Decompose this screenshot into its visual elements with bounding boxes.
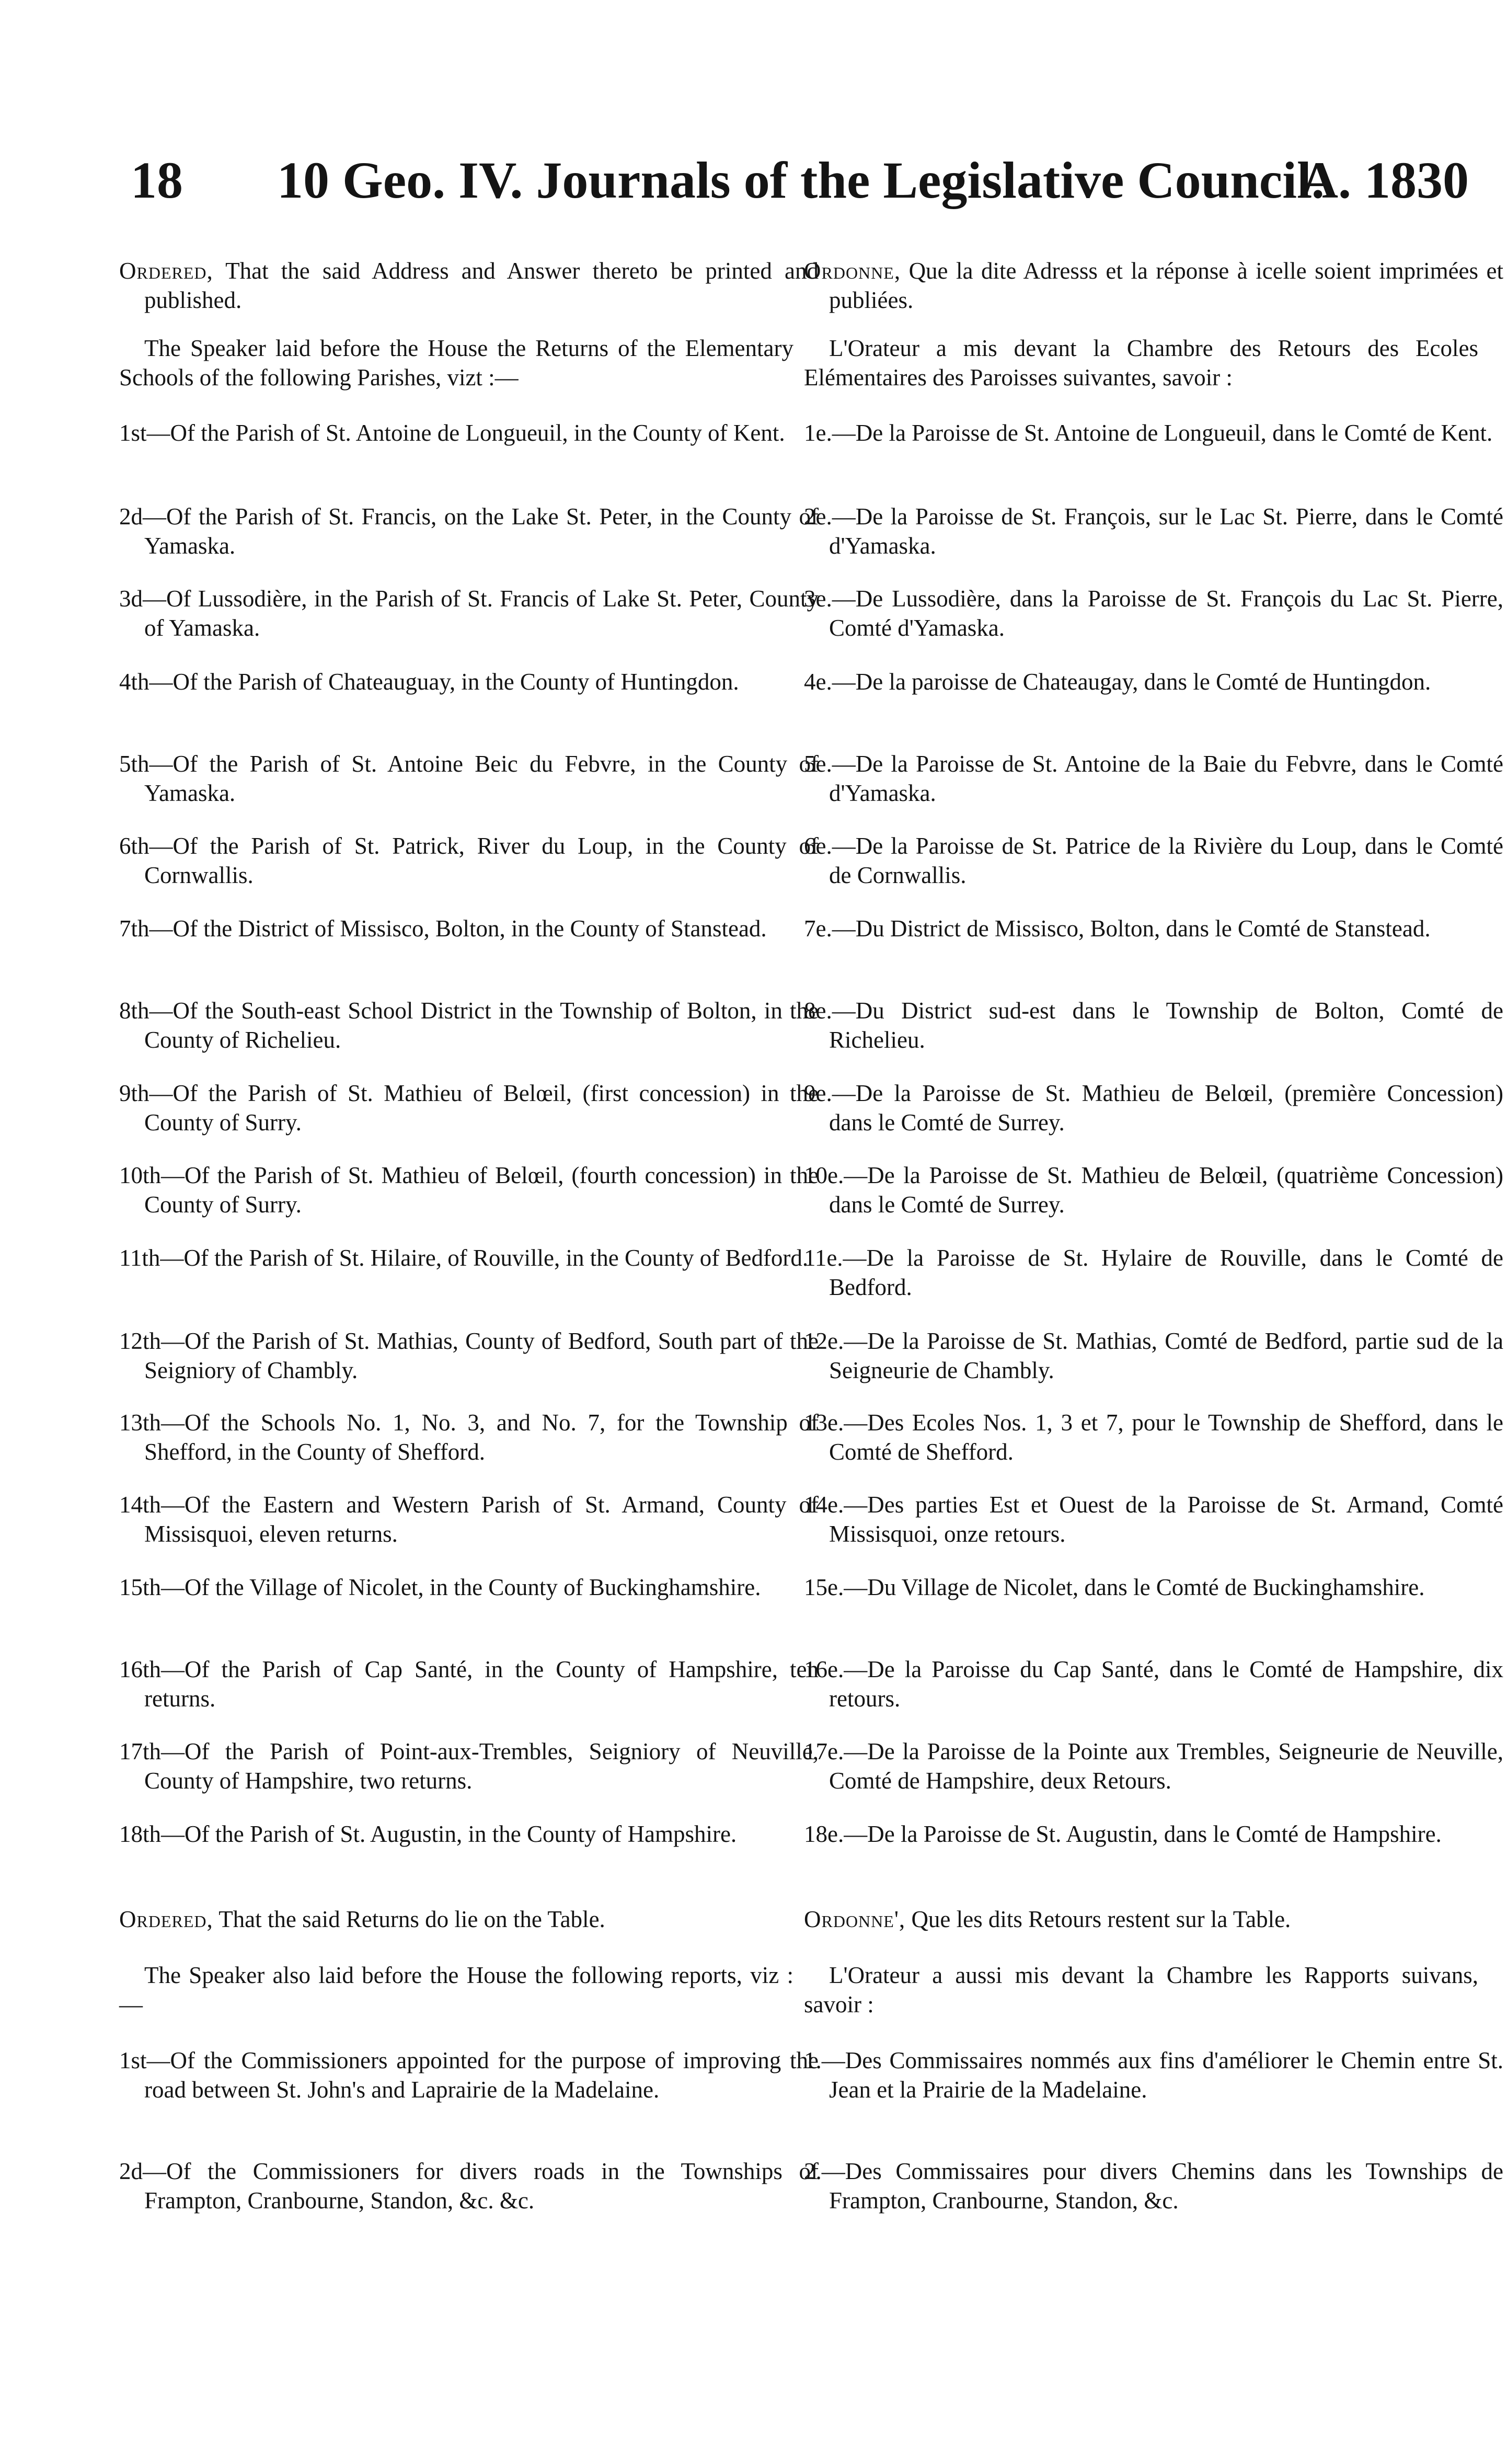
retour-item: 17e.—De la Paroisse de la Pointe aux Trembles, Seigneurie de Neuville, Comté de Hampshire, deux Retours. bbox=[804, 1738, 1503, 1794]
return-item: 7th—Of the District of Missisco, Bolton, in the County of Stanstead. bbox=[119, 915, 767, 942]
ordonne-print-address bbox=[804, 256, 1503, 315]
orateur-rapports-intro: L'Orateur a aussi mis devant la Chambre les Rapports suivans, savoir : bbox=[804, 1962, 1478, 2018]
retour-item: 1e.—De la Paroisse de St. Antoine de Longueuil, dans le Comté de Kent. bbox=[804, 420, 1493, 446]
retour-item: 18e.—De la Paroisse de St. Augustin, dans le Comté de Hampshire. bbox=[804, 1821, 1442, 1847]
rapport-item: 2.—Des Commissaires pour divers Chemins dans les Townships de Frampton, Cranbourne, Standon, &c. bbox=[804, 2158, 1503, 2214]
return-item: 11th—Of the Parish of St. Hilaire, of Rouville, in the County of Bedford. bbox=[119, 1245, 809, 1271]
speaker-returns-intro: The Speaker laid before the House the Returns of the Elementary Schools of the following Parishes, vizt :— bbox=[119, 335, 793, 391]
return-item: 6th—Of the Parish of St. Patrick, River du Loup, in the County of Cornwallis. bbox=[119, 833, 819, 888]
report-item: 1st—Of the Commissioners appointed for the purpose of improving the road between St. John's and Laprairie de la Madelaine. bbox=[119, 2047, 819, 2103]
orateur-retours-intro: L'Orateur a mis devant la Chambre des Retours des Ecoles Elémentaires des Paroisses suivantes, savoir : bbox=[804, 335, 1478, 391]
report-item: 2d—Of the Commissioners for divers roads in the Townships of Frampton, Cranbourne, Standon, &c. &c. bbox=[119, 2158, 819, 2214]
ordonne-label: Ordonne', bbox=[804, 1906, 906, 1932]
retour-item: 3e.—De Lussodière, dans la Paroisse de St. François du Lac St. Pierre, Comté d'Yamaska. bbox=[804, 586, 1503, 641]
running-title: 10 Geo. IV. Journals of the Legislative Council. bbox=[277, 151, 1325, 209]
return-item: 14th—Of the Eastern and Western Parish of St. Armand, County of Missisquoi, eleven returns. bbox=[119, 1492, 819, 1547]
retour-item: 8e.—Du District sud-est dans le Township de Bolton, Comté de Richelieu. bbox=[804, 998, 1503, 1053]
ordonne-retours-sur-table bbox=[804, 1905, 1478, 1934]
retour-item: 4e.—De la paroisse de Chateaugay, dans le Comté de Huntingdon. bbox=[804, 669, 1431, 695]
return-item: 5th—Of the Parish of St. Antoine Beic du Febvre, in the County of Yamaska. bbox=[119, 751, 819, 806]
ordonne-text: Que la dite Adresss et la réponse à icelle soient imprimées et publiées. bbox=[829, 258, 1503, 313]
retour-item: 6e.—De la Paroisse de St. Patrice de la Rivière du Loup, dans le Comté de Cornwallis. bbox=[804, 833, 1503, 888]
retour-item: 11e.—De la Paroisse de St. Hylaire de Rouville, dans le Comté de Bedford. bbox=[804, 1245, 1503, 1300]
return-item: 17th—Of the Parish of Point-aux-Trembles, Seigniory of Neuville, County of Hampshire, two returns. bbox=[119, 1738, 819, 1794]
retour-item: 13e.—Des Ecoles Nos. 1, 3 et 7, pour le Township de Shefford, dans le Comté de Shefford. bbox=[804, 1409, 1503, 1465]
page-number: 18 bbox=[131, 151, 183, 209]
header-year: A. 1830 bbox=[1300, 151, 1469, 209]
return-item: 8th—Of the South-east School District in the Township of Bolton, in the County of Richelieu. bbox=[119, 998, 819, 1053]
return-item: 3d—Of Lussodière, in the Parish of St. Francis of Lake St. Peter, County of Yamaska. bbox=[119, 586, 819, 641]
ordered-label: Ordered, bbox=[119, 1906, 213, 1932]
ordered-text: That the said Returns do lie on the Table. bbox=[218, 1906, 605, 1932]
return-item: 2d—Of the Parish of St. Francis, on the Lake St. Peter, in the County of Yamaska. bbox=[119, 503, 819, 559]
ordered-label: Ordered, bbox=[119, 258, 213, 284]
ordered-returns-on-table bbox=[119, 1905, 793, 1934]
rapport-item: 1.—Des Commissaires nommés aux fins d'améliorer le Chemin entre St. Jean et la Prairie de la Madelaine. bbox=[804, 2047, 1503, 2103]
return-item: 4th—Of the Parish of Chateauguay, in the County of Huntingdon. bbox=[119, 669, 739, 695]
speaker-reports-intro: The Speaker also laid before the House the following reports, viz :— bbox=[119, 1962, 793, 2018]
return-item: 18th—Of the Parish of St. Augustin, in the County of Hampshire. bbox=[119, 1821, 737, 1847]
retour-item: 5e.—De la Paroisse de St. Antoine de la Baie du Febvre, dans le Comté d'Yamaska. bbox=[804, 751, 1503, 806]
return-item: 12th—Of the Parish of St. Mathias, County of Bedford, South part of the Seigniory of Chambly. bbox=[119, 1328, 819, 1383]
retour-item: 10e.—De la Paroisse de St. Mathieu de Belœil, (quatrième Concession) dans le Comté de Surrey. bbox=[804, 1162, 1503, 1218]
retour-item: 12e.—De la Paroisse de St. Mathias, Comté de Bedford, partie sud de la Seigneurie de Chambly. bbox=[804, 1328, 1503, 1383]
ordonne-text: Que les dits Retours restent sur la Table. bbox=[911, 1906, 1291, 1932]
retour-item: 16e.—De la Paroisse du Cap Santé, dans le Comté de Hampshire, dix retours. bbox=[804, 1656, 1503, 1712]
ordered-print-address bbox=[119, 256, 819, 315]
return-item: 16th—Of the Parish of Cap Santé, in the County of Hampshire, ten returns. bbox=[119, 1656, 819, 1712]
return-item: 1st—Of the Parish of St. Antoine de Longueuil, in the County of Kent. bbox=[119, 420, 785, 446]
page-header bbox=[131, 152, 1469, 214]
ordonne-label: Ordonne, bbox=[804, 258, 901, 284]
retour-item: 2e.—De la Paroisse de St. François, sur le Lac St. Pierre, dans le Comté d'Yamaska. bbox=[804, 503, 1503, 559]
retour-item: 15e.—Du Village de Nicolet, dans le Comté de Buckinghamshire. bbox=[804, 1574, 1425, 1600]
return-item: 13th—Of the Schools No. 1, No. 3, and No. 7, for the Township of Shefford, in the County of Shefford. bbox=[119, 1409, 819, 1465]
ordered-text: That the said Address and Answer thereto be printed and published. bbox=[144, 258, 819, 313]
return-item: 15th—Of the Village of Nicolet, in the County of Buckinghamshire. bbox=[119, 1574, 761, 1600]
return-item: 9th—Of the Parish of St. Mathieu of Belœil, (first concession) in the County of Surry. bbox=[119, 1080, 819, 1136]
retour-item: 14e.—Des parties Est et Ouest de la Paroisse de St. Armand, Comté Missisquoi, onze retours. bbox=[804, 1492, 1503, 1547]
retour-item: 7e.—Du District de Missisco, Bolton, dans le Comté de Stanstead. bbox=[804, 915, 1431, 942]
retour-item: 9e.—De la Paroisse de St. Mathieu de Belœil, (première Concession) dans le Comté de Surrey. bbox=[804, 1080, 1503, 1136]
return-item: 10th—Of the Parish of St. Mathieu of Belœil, (fourth concession) in the County of Surry. bbox=[119, 1162, 819, 1218]
